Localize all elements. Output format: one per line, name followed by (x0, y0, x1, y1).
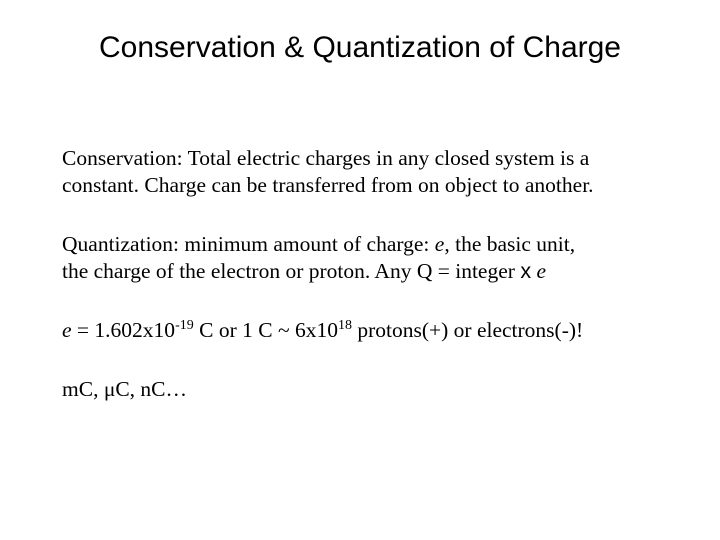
quantization-line-2-prefix: the charge of the electron or proton. Any Q = integer (62, 259, 521, 283)
exponent-18: 18 (337, 318, 352, 333)
charge-value-middle: C or 1 C ~ 6x10 (193, 318, 338, 342)
conservation-line-1: Conservation: Total electric charges in any closed system is a (62, 146, 590, 170)
charge-value-equals: = 1.602x10 (71, 318, 176, 342)
elementary-charge-symbol-3: e (62, 318, 72, 342)
charge-value-suffix: protons(+) or electrons(-)! (351, 318, 584, 342)
conservation-paragraph (62, 145, 594, 199)
elementary-charge-symbol-2: e (536, 259, 546, 283)
elementary-charge-symbol: e (434, 232, 445, 256)
charge-value-paragraph (62, 317, 583, 344)
quantization-paragraph (62, 231, 575, 285)
quantization-line-1-prefix: Quantization: minimum amount of charge: (62, 232, 435, 256)
exponent-minus-19: -19 (175, 318, 194, 333)
slide-title: Conservation & Quantization of Charge (99, 31, 621, 64)
conservation-line-2: constant. Charge can be transferred from on object to another. (62, 173, 594, 197)
units-paragraph: mC, μC, nC… (62, 377, 188, 401)
quantization-line-1 (62, 231, 575, 258)
times-sign: x (520, 259, 532, 283)
quantization-line-2 (62, 258, 575, 285)
quantization-line-1-suffix: , the basic unit, (444, 232, 576, 256)
